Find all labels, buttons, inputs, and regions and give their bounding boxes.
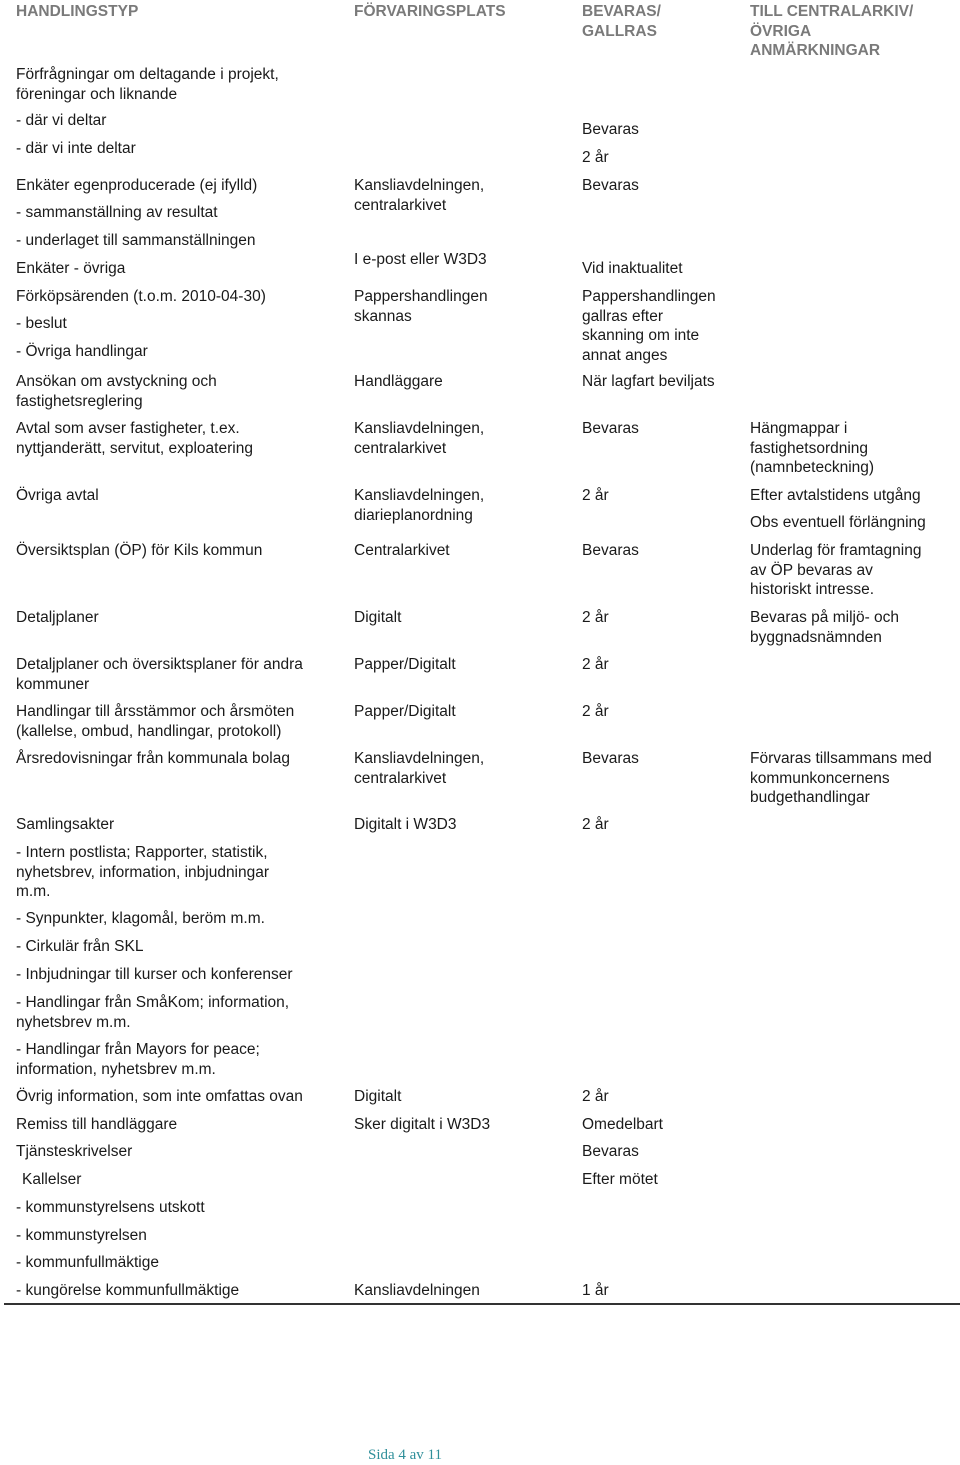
row-type: Övriga avtal <box>16 487 99 504</box>
page-number: Sida 4 av 11 <box>367 1447 443 1463</box>
row-retention: Efter mötet <box>582 1171 658 1188</box>
row-type: Enkäter - övriga <box>16 260 126 277</box>
row-note: Bevaras på miljö- och byggnadsnämnden <box>750 609 900 646</box>
row-storage: Papper/Digitalt <box>354 703 456 720</box>
row-subtype: - kungörelse kommunfullmäktige <box>16 1282 240 1299</box>
row-retention: Bevaras <box>582 121 639 138</box>
row-retention: Vid inaktualitet <box>582 260 683 277</box>
row-note: Obs eventuell förlängning <box>750 514 926 531</box>
row-type: Remiss till handläggare <box>16 1116 178 1133</box>
row-note: Underlag för framtagning av ÖP bevaras av historiskt intresse. <box>750 542 922 598</box>
row-subtype: - Inbjudningar till kurser och konferenser <box>16 966 293 983</box>
row-subtype: - Cirkulär från SKL <box>16 938 144 955</box>
row-type: Ansökan om avstyckning och fastighetsreglering <box>16 373 217 410</box>
row-subtype: - kommunstyrelsen <box>16 1227 147 1244</box>
row-type: Kallelser <box>22 1171 82 1188</box>
row-type: Förfrågningar om deltagande i projekt, föreningar och liknande <box>16 66 279 103</box>
row-note: Efter avtalstidens utgång <box>750 487 921 504</box>
row-storage: Sker digitalt i W3D3 <box>354 1116 491 1133</box>
row-subtype: - Övriga handlingar <box>16 343 148 360</box>
row-retention: Bevaras <box>582 177 639 194</box>
row-retention: 2 år <box>582 609 609 626</box>
row-retention: Bevaras <box>582 542 639 559</box>
row-subtype: - sammanställning av resultat <box>16 204 218 221</box>
row-storage: Digitalt <box>354 609 402 626</box>
row-storage: I e-post eller W3D3 <box>354 251 487 268</box>
row-note: Hängmappar i fastighetsordning (namnbeteckning) <box>750 420 875 476</box>
row-type: Årsredovisningar från kommunala bolag <box>16 750 290 767</box>
column-header-type: HANDLINGSTYP <box>16 3 139 20</box>
row-subtype: - underlaget till sammanställningen <box>16 232 256 249</box>
row-type: Handlingar till årsstämmor och årsmöten (kallelse, ombud, handlingar, protokoll) <box>16 703 295 740</box>
column-header-archive-notes: TILL CENTRALARKIV/ ÖVRIGA ANMÄRKNINGAR <box>750 3 914 59</box>
row-storage: Handläggare <box>354 373 443 390</box>
row-storage: Kansliavdelningen, centralarkivet <box>354 750 485 787</box>
row-type: Avtal som avser fastigheter, t.ex. nyttjanderätt, servitut, exploatering <box>16 420 253 457</box>
row-type: Detaljplaner och översiktsplaner för andra kommuner <box>16 656 303 693</box>
row-retention: När lagfart beviljats <box>582 373 715 390</box>
row-retention: 2 år <box>582 487 609 504</box>
row-type: Övrig information, som inte omfattas ovan <box>16 1088 303 1105</box>
row-type: Förköpsärenden (t.o.m. 2010-04-30) <box>16 288 266 305</box>
row-type: Detaljplaner <box>16 609 99 626</box>
row-storage: Digitalt i W3D3 <box>354 816 457 833</box>
row-subtype: - där vi inte deltar <box>16 140 136 157</box>
row-retention: 2 år <box>582 816 609 833</box>
row-retention: Omedelbart <box>582 1116 663 1133</box>
row-storage: Kansliavdelningen, centralarkivet <box>354 420 485 457</box>
row-type: Samlingsakter <box>16 816 115 833</box>
row-subtype: - beslut <box>16 315 67 332</box>
row-retention: Bevaras <box>582 420 639 437</box>
table-bottom-rule <box>4 1303 960 1305</box>
row-type: Översiktsplan (ÖP) för Kils kommun <box>16 542 263 559</box>
row-subtype: - Intern postlista; Rapporter, statistik, nyhetsbrev, information, inbjudningar m.m. <box>16 844 270 900</box>
row-retention: 1 år <box>582 1282 609 1299</box>
row-storage: Kansliavdelningen, centralarkivet <box>354 177 485 214</box>
row-type: Enkäter egenproducerade (ej ifylld) <box>16 177 258 194</box>
row-type: Tjänsteskrivelser <box>16 1143 133 1160</box>
row-storage: Centralarkivet <box>354 542 450 559</box>
column-header-storage: FÖRVARINGSPLATS <box>354 3 506 20</box>
row-storage: Kansliavdelningen, diarieplanordning <box>354 487 485 524</box>
row-subtype: - Handlingar från Mayors for peace; information, nyhetsbrev m.m. <box>16 1041 260 1078</box>
row-retention: 2 år <box>582 703 609 720</box>
row-storage: Pappershandlingen skannas <box>354 288 488 325</box>
row-retention: 2 år <box>582 656 609 673</box>
row-subtype: - kommunstyrelsens utskott <box>16 1199 205 1216</box>
row-retention: 2 år <box>582 1088 609 1105</box>
row-subtype: - där vi deltar <box>16 112 107 129</box>
row-retention: Bevaras <box>582 750 639 767</box>
row-storage: Kansliavdelningen <box>354 1282 480 1299</box>
row-subtype: - Synpunkter, klagomål, beröm m.m. <box>16 910 265 927</box>
row-retention: 2 år <box>582 149 609 166</box>
row-retention: Bevaras <box>582 1143 639 1160</box>
row-storage: Digitalt <box>354 1088 402 1105</box>
row-note: Förvaras tillsammans med kommunkoncernens budgethandlingar <box>750 750 932 806</box>
row-subtype: - kommunfullmäktige <box>16 1254 159 1271</box>
row-storage: Papper/Digitalt <box>354 656 456 673</box>
column-header-retention: BEVARAS/ GALLRAS <box>582 3 661 40</box>
row-subtype: - Handlingar från SmåKom; information, nyhetsbrev m.m. <box>16 994 290 1031</box>
row-retention: Pappershandlingen gallras efter skanning om inte annat anges <box>582 288 716 364</box>
